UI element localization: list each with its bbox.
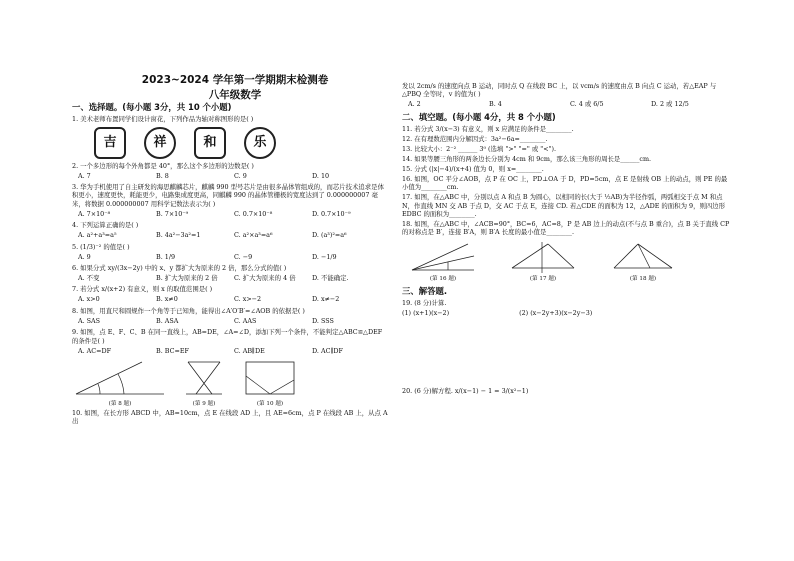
reflection-figure bbox=[608, 240, 678, 274]
option: B. 1/9 bbox=[156, 252, 176, 261]
option: C. 4 或 6/5 bbox=[570, 100, 604, 109]
figure-18 bbox=[608, 240, 678, 284]
q3-options bbox=[78, 210, 390, 218]
figure-16-caption: (第 16 题) bbox=[429, 276, 457, 283]
question-5: 5. (1/3)⁻² 的值是( ) bbox=[72, 242, 130, 251]
question-12: 12. 在有理数范围内分解因式：3a²−6a=________. bbox=[402, 134, 548, 143]
question-1: 1. 美术老师布置同学们设计窗花，下列作品为轴对称图形的是( ) bbox=[72, 115, 254, 124]
option: D. 不能确定. bbox=[312, 274, 349, 283]
q9-options bbox=[78, 347, 390, 355]
option: A. SAS bbox=[78, 316, 101, 325]
q19-parts bbox=[402, 309, 732, 317]
seal-he-icon: 和 bbox=[194, 127, 226, 159]
section-fill-in: 二、填空题。(每小题 4分，共 8 个小题) bbox=[402, 111, 556, 122]
option: D. 0.7×10⁻⁹ bbox=[312, 209, 351, 218]
rectangle-figure bbox=[240, 358, 300, 398]
option: A. 不变 bbox=[78, 274, 100, 283]
question-16: 16. 如图，OC 平分∠AOB，点 P 在 OC 上，PD⊥OA 于 D，PD=5cm，点 E 是射线 OB 上的动点，则 PE 的最小值为________cm. bbox=[402, 174, 728, 192]
option: C. 0.7×10⁻⁸ bbox=[234, 209, 273, 218]
section-choice: 一、选择题。(每小题 3分，共 10 个小题) bbox=[72, 102, 232, 112]
option: D. x≠−2 bbox=[312, 295, 340, 304]
question-10: 10. 如图，在长方形 ABCD 中，AB=10cm，点 E 在线段 AD 上，且 AE=6cm，点 P 在线段 AB 上，从点 A 出 bbox=[72, 408, 388, 426]
option: D. (a³)²=a⁶ bbox=[312, 231, 347, 240]
answer-space bbox=[402, 317, 732, 387]
question-14: 14. 如果等腰三角形的两条边长分别为 4cm 和 9cm，那么该三角形的周长是______cm. bbox=[402, 154, 652, 163]
option: B. x≠0 bbox=[156, 295, 178, 304]
option: B. 4a²−3a²=1 bbox=[156, 231, 201, 240]
figure-17-caption: (第 17 题) bbox=[529, 276, 557, 283]
figure-8-caption: (第 8 题) bbox=[108, 400, 132, 407]
option: C. 9 bbox=[234, 171, 247, 180]
q19-part-1: (1) (x+1)(x−2) bbox=[402, 308, 450, 317]
question-10-continued: 发以 2cm/s 的速度向点 B 运动，同时点 Q 在线段 BC 上，以 vcm/s 的速度由点 B 向点 C 运动，若△EAP 与△PBQ 全等时，v 的值为( ) bbox=[402, 82, 717, 99]
option: D. −1/9 bbox=[312, 252, 337, 261]
q1-figures bbox=[94, 127, 390, 159]
question-3: 3. 华为手机使用了自主研发的海思麒麟芯片，麒麟 990 型号芯片是由很多晶体管组成的，而芯片技术追求是体积更小，速度更快，耗能更少，电路集成度更高，同麒麟 990 的晶体管栅极的宽度达到了 0.000000007 毫米，将数据 0.000000007 用科学记数法表示为( ) bbox=[72, 182, 384, 208]
option: A. a²+a³=a⁵ bbox=[78, 231, 117, 240]
seal-le-icon: 乐 bbox=[244, 127, 276, 159]
figure-10 bbox=[240, 358, 300, 408]
question-9: 9. 如图，点 E、F、C、B 在同一直线上，AB=DE，∠A=∠D，添加下列一个条件，不能判定△ABC≌△DEF 的条件是( ) bbox=[72, 328, 383, 345]
question-19: 19. (8 分)计算. bbox=[402, 298, 447, 307]
figure-9-caption: (第 9 题) bbox=[192, 400, 216, 407]
option: D. SSS bbox=[312, 316, 334, 325]
angle-bisector-figure bbox=[408, 240, 478, 274]
option: C. a²×a³=a⁶ bbox=[234, 231, 273, 240]
option: B. 8 bbox=[156, 171, 169, 180]
option: D. AC∥DF bbox=[312, 346, 343, 355]
option: B. BC=EF bbox=[156, 346, 189, 355]
option: C. −9 bbox=[234, 252, 253, 261]
q5-options bbox=[78, 253, 390, 261]
option: C. AB∥DE bbox=[234, 346, 265, 355]
seal-xiang-icon: 祥 bbox=[144, 127, 176, 159]
q8-options bbox=[78, 317, 390, 325]
figure-8 bbox=[72, 358, 168, 408]
exam-title: 2023~2024 学年第一学期期末检测卷 bbox=[141, 74, 329, 86]
question-18: 18. 如图，在△ABC 中，∠ACB=90°，BC=6，AC=8，P 是 AB 边上的动点(不与点 B 重合)，点 B 关于直线 CP 的对称点是 B′，连接 B′A，则 B′A 长度的最小值是________. bbox=[402, 219, 730, 237]
option: A. 7×10⁻⁸ bbox=[78, 209, 111, 218]
section-answer: 三、解答题. bbox=[402, 285, 448, 296]
right-figures bbox=[408, 240, 732, 284]
option: B. 扩大为原来的 2 倍 bbox=[156, 274, 218, 283]
q4-options bbox=[78, 231, 390, 239]
option: A. AC=DF bbox=[78, 346, 112, 355]
question-15: 15. 分式 (|x|−4)/(x+4) 值为 0，则 x=________. bbox=[402, 164, 544, 173]
exam-subtitle: 八年级数学 bbox=[208, 89, 262, 101]
left-figures bbox=[72, 358, 390, 408]
option: C. 扩大为原来的 4 倍 bbox=[234, 274, 296, 283]
q7-options bbox=[78, 295, 390, 303]
q6-options bbox=[78, 274, 390, 282]
triangles-figure bbox=[182, 358, 226, 398]
figure-18-caption: (第 18 题) bbox=[629, 276, 657, 283]
question-6: 6. 如果分式 xy/(3x−2y) 中的 x、y 都扩大为原来的 2 倍，那么分式的值( ) bbox=[72, 264, 287, 273]
left-column bbox=[72, 100, 390, 427]
option: A. 9 bbox=[78, 252, 91, 261]
option: C. AAS bbox=[234, 316, 257, 325]
question-11: 11. 若分式 3/(x−3) 有意义，则 x 应满足的条件是________. bbox=[402, 124, 574, 133]
right-column bbox=[402, 82, 732, 397]
figure-17 bbox=[508, 240, 578, 284]
option: D. 10 bbox=[312, 171, 330, 180]
question-7: 7. 若分式 x/(x+2) 有意义，则 x 的取值范围是( ) bbox=[72, 285, 213, 294]
q2-options bbox=[78, 172, 390, 180]
option: D. 2 或 12/5 bbox=[651, 100, 689, 109]
angle-construction-figure bbox=[72, 358, 168, 398]
question-4: 4. 下列运算正确的是( ) bbox=[72, 221, 139, 230]
q10-options bbox=[408, 100, 732, 108]
figure-9 bbox=[182, 358, 226, 408]
option: A. 2 bbox=[408, 100, 421, 109]
option: C. x>−2 bbox=[234, 295, 262, 304]
seal-ji-icon: 吉 bbox=[94, 127, 126, 159]
option: B. ASA bbox=[156, 316, 179, 325]
question-17: 17. 如图，在△ABC 中，分别以点 A 和点 B 为圆心，以相同的长(大于 ½AB)为半径作弧，两弧相交于点 M 和点 N，作直线 MN 交 AB 于点 D，交 AC 于点 E，连接 CD. 若△CDE 的面积为 12，△ADE 的面积为 9，则四边形 EDBC 的面积为________. bbox=[402, 193, 726, 219]
figure-10-caption: (第 10 题) bbox=[256, 400, 284, 407]
question-13: 13. 比较大小：2⁻² ______ 3⁰ (选填 ">" "=" 或 "<"). bbox=[402, 144, 557, 153]
figure-16 bbox=[408, 240, 478, 284]
option: B. 7×10⁻⁹ bbox=[156, 209, 189, 218]
question-20: 20. (6 分)解方程. x/(x−1) − 1 = 3/(x²−1) bbox=[402, 387, 529, 396]
question-2: 2. 一个多边形的每个外角都是 40°，那么这个多边形的边数是( ) bbox=[72, 161, 254, 170]
option: B. 4 bbox=[489, 100, 502, 109]
option: A. 7 bbox=[78, 171, 91, 180]
question-8: 8. 如图，用直尺和圆规作一个角等于已知角，能得出∠A′O′B′=∠AOB 的依据是( ) bbox=[72, 306, 305, 315]
q19-part-2: (2) (x−2y+3)(x−2y−3) bbox=[519, 308, 593, 317]
option: A. x>0 bbox=[78, 295, 100, 304]
perpendicular-bisector-figure bbox=[508, 240, 578, 274]
